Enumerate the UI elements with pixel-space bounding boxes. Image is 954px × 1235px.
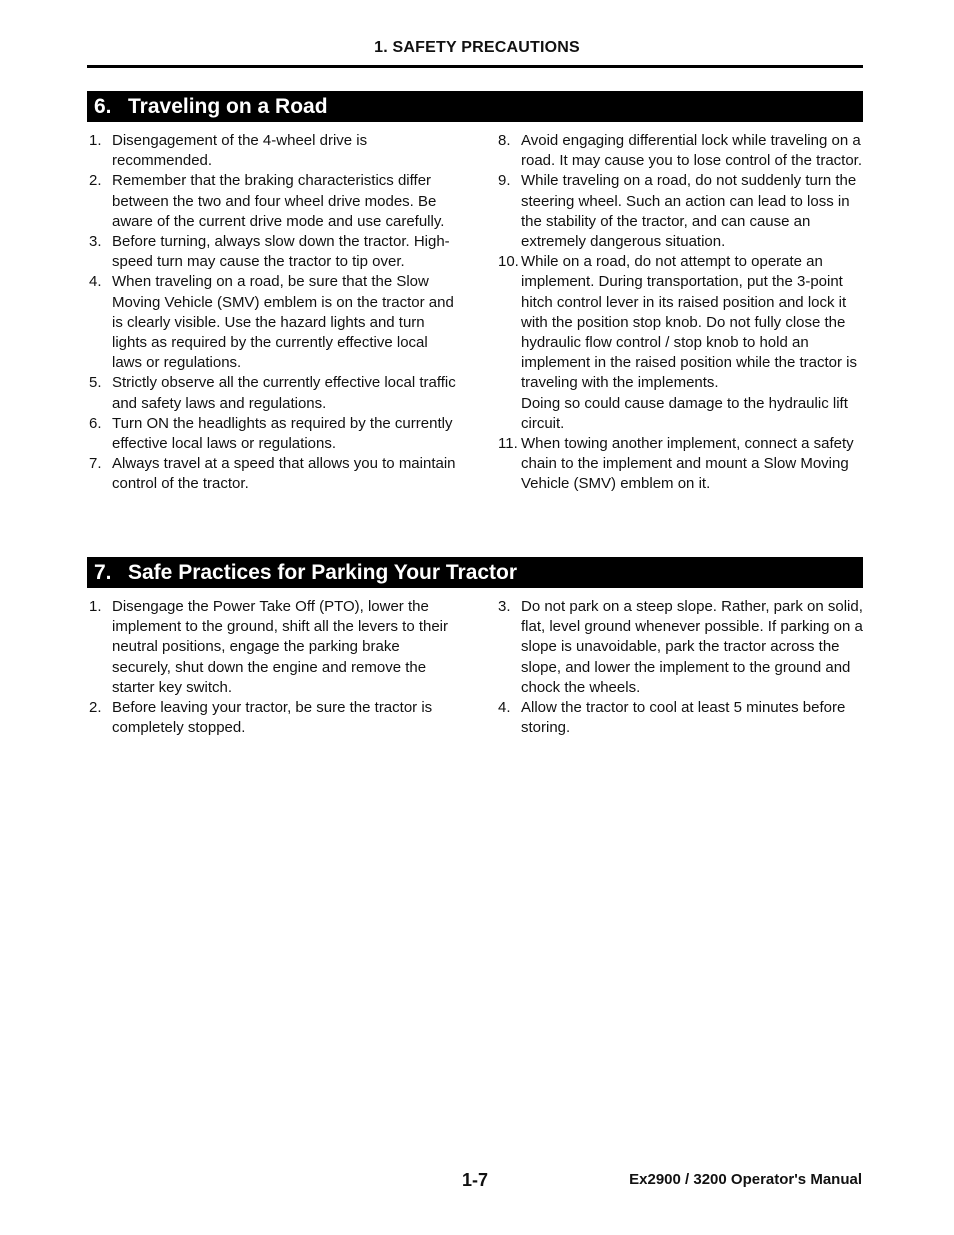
item-text: Avoid engaging differential lock while traveling on a road. It may cause you to lose control of the tractor. (521, 132, 863, 170)
header-rule (87, 65, 863, 68)
item-text: Before turning, always slow down the tractor. High-speed turn may cause the tractor to tip over. (112, 233, 450, 271)
item-number: 9. (498, 172, 511, 190)
item-number: 2. (89, 699, 102, 717)
item-number: 2. (89, 172, 102, 190)
item-number: 10. (498, 253, 519, 271)
item-text: Remember that the braking characteristics differ between the two and four wheel drive modes. Be aware of the current drive mode and use carefully. (112, 172, 445, 230)
list-item (87, 373, 457, 413)
section-number: 6. (94, 95, 112, 118)
item-number: 3. (89, 233, 102, 251)
section-title: Safe Practices for Parking Your Tractor (128, 561, 518, 584)
list-item (87, 232, 457, 272)
item-text: When towing another implement, connect a safety chain to the implement and mount a Slow Moving Vehicle (SMV) emblem on it. (521, 435, 854, 493)
item-number: 5. (89, 374, 102, 392)
section-heading-traveling-on-road (87, 91, 863, 122)
list-item (87, 171, 457, 232)
item-text-block (521, 252, 864, 434)
section-6-right-column (496, 131, 864, 495)
section-6-left-column (87, 131, 457, 495)
item-text: Do not park on a steep slope. Rather, park on solid, flat, level ground whenever possible. If parking on a slope is unavoidable, park the tractor across the slope, and lower the implement to the ground and chock the wheels. (521, 598, 863, 696)
item-text: Turn ON the headlights as required by the currently effective local laws or regulations. (112, 414, 453, 453)
list-item (87, 597, 457, 698)
item-number: 1. (89, 598, 102, 615)
list-item (496, 252, 864, 434)
item-text: Allow the tractor to cool at least 5 minutes before storing. (521, 699, 846, 737)
list-item (496, 698, 864, 738)
section-7-left-column (87, 597, 457, 738)
list-item (496, 597, 864, 698)
item-number: 4. (89, 273, 102, 291)
item-number: 8. (498, 132, 511, 149)
item-number: 11. (498, 435, 518, 453)
list-item (87, 272, 457, 373)
item-text: While on a road, do not attempt to operate an implement. During transportation, put the 3-point hitch control lever in its raised position and lock it with the position stop knob. Do not fully close the hydraulic flow control / stop knob to hold an implement in the raised position while the tractor is traveling with the implements. (521, 253, 857, 392)
item-text: Disengagement of the 4-wheel drive is recommended. (112, 132, 368, 170)
item-text: Before leaving your tractor, be sure the tractor is completely stopped. (112, 699, 433, 737)
item-note: Doing so could cause damage to the hydraulic lift circuit. (521, 394, 848, 432)
list-item (496, 434, 864, 495)
list-item (87, 414, 457, 454)
list-item (87, 131, 457, 171)
item-number: 6. (89, 414, 102, 432)
item-text: Strictly observe all the currently effective local traffic and safety laws and regulations. (112, 374, 456, 412)
section-title: Traveling on a Road (128, 95, 328, 118)
item-text: When traveling on a road, be sure that the Slow Moving Vehicle (SMV) emblem is on the tractor and is clearly visible. Use the hazard lights and turn lights as required by the currently effective local laws or regulations. (112, 273, 454, 372)
chapter-title: 1. SAFETY PRECAUTIONS (374, 39, 580, 56)
item-number: 4. (498, 699, 511, 717)
item-text: Always travel at a speed that allows you to maintain control of the tractor. (112, 455, 456, 493)
list-item (496, 131, 864, 171)
item-text: While traveling on a road, do not suddenly turn the steering wheel. Such an action can lead to loss in the stability of the tractor, and can cause an extremely dangerous situation. (521, 172, 857, 251)
item-number: 3. (498, 598, 511, 615)
list-item (87, 454, 457, 494)
section-heading-parking (87, 557, 863, 588)
manual-title: Ex2900 / 3200 Operator's Manual (629, 1171, 862, 1188)
item-number: 1. (89, 132, 102, 149)
item-number: 7. (89, 455, 102, 473)
section-number: 7. (94, 561, 112, 584)
list-item (496, 171, 864, 252)
list-item (87, 698, 457, 738)
item-text: Disengage the Power Take Off (PTO), lower the implement to the ground, shift all the levers to their neutral positions, engage the parking brake securely, shut down the engine and remove the starter key switch. (112, 598, 449, 696)
page-number: 1-7 (461, 1170, 488, 1190)
section-7-right-column (496, 597, 864, 738)
